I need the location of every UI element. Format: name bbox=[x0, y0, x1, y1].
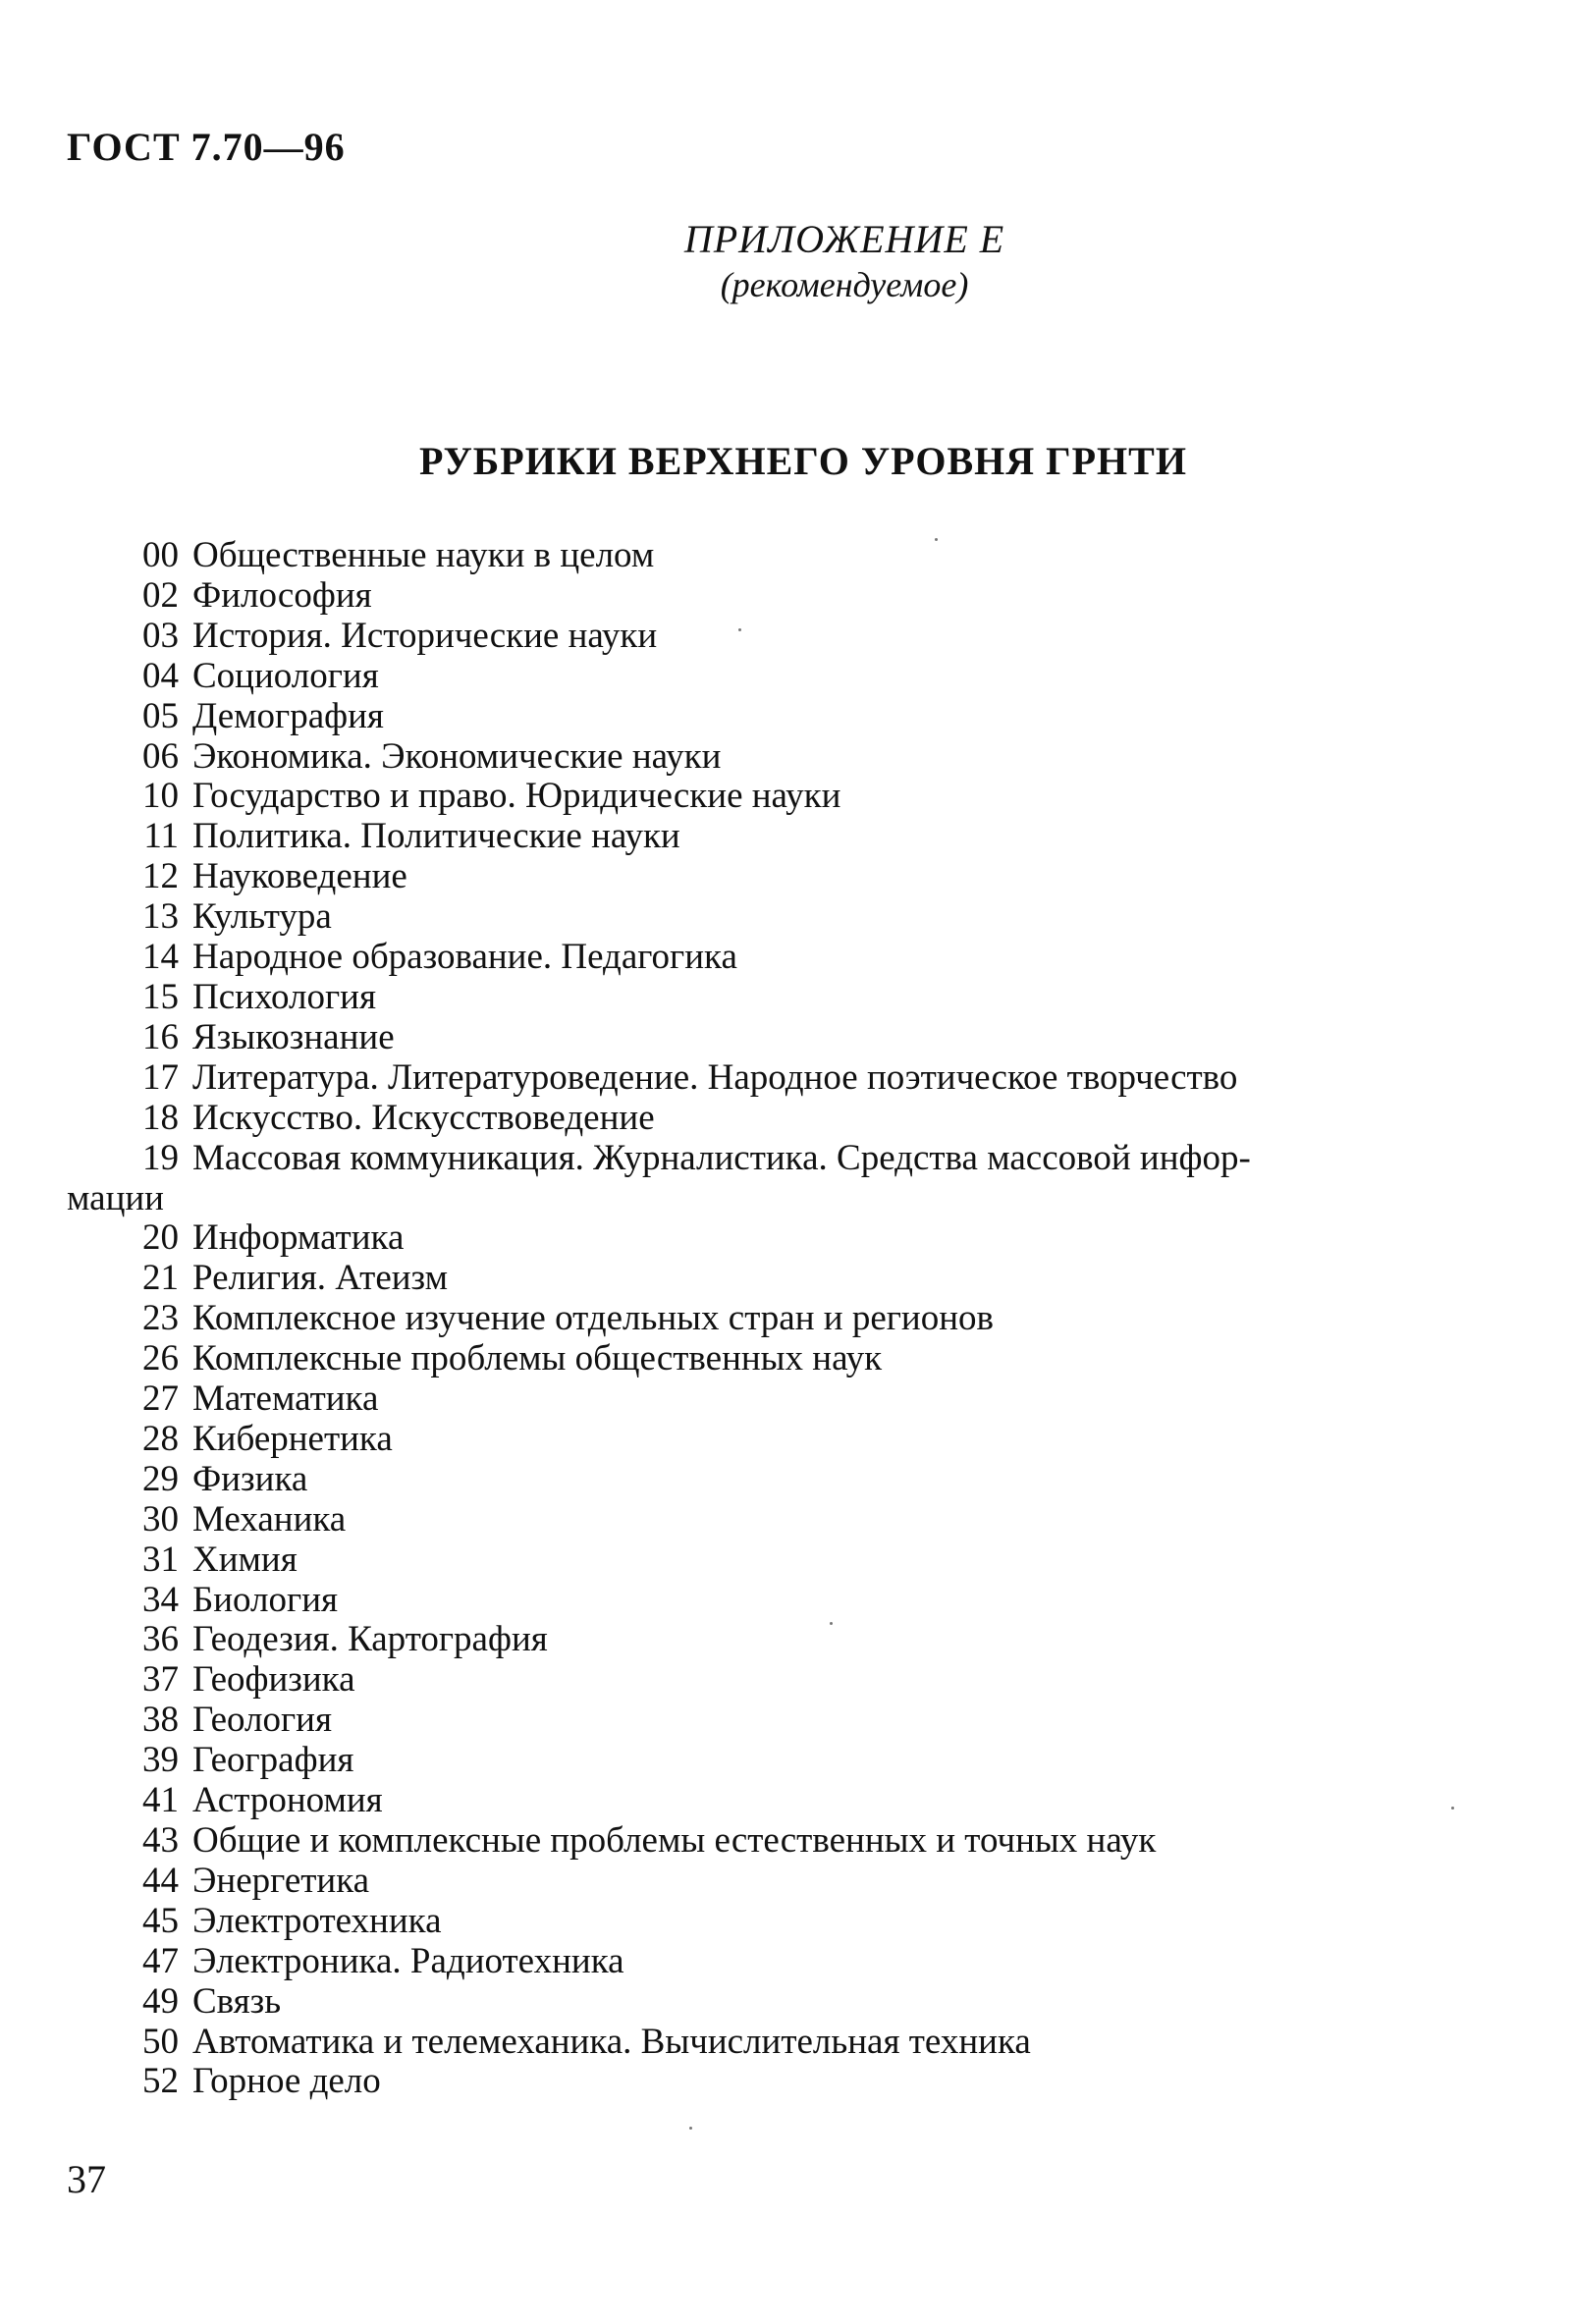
rubric-code: 41 bbox=[142, 1780, 179, 1821]
rubric-code: 13 bbox=[142, 896, 179, 938]
rubric-title: Языкознание bbox=[192, 1016, 395, 1057]
rubric-title: Религия. Атеизм bbox=[192, 1258, 449, 1299]
rubric-item bbox=[0, 1781, 1571, 1821]
rubric-item bbox=[0, 1660, 1571, 1701]
rubric-item bbox=[0, 1942, 1571, 1982]
document-code: ГОСТ 7.70—96 bbox=[67, 125, 346, 169]
rubric-code: 12 bbox=[142, 856, 179, 897]
rubric-item bbox=[0, 1299, 1571, 1339]
rubric-title: Государство и право. Юридические науки bbox=[192, 776, 841, 817]
rubric-item bbox=[0, 697, 1571, 737]
appendix-title: ПРИЛОЖЕНИЕ Е bbox=[683, 217, 1005, 261]
rubric-code: 14 bbox=[142, 937, 179, 978]
rubric-title: Механика bbox=[192, 1498, 347, 1540]
rubric-title: Политика. Политические науки bbox=[192, 816, 680, 857]
rubric-item bbox=[0, 978, 1571, 1018]
rubric-title: Электротехника bbox=[192, 1900, 442, 1941]
rubric-item bbox=[0, 1058, 1571, 1099]
rubric-code: 28 bbox=[142, 1418, 179, 1459]
rubric-title: Демография bbox=[192, 695, 384, 736]
rubric-title: Биология bbox=[192, 1579, 339, 1620]
rubric-code: 11 bbox=[143, 816, 179, 857]
rubric-code: 06 bbox=[142, 735, 179, 777]
rubric-code: 03 bbox=[142, 615, 179, 656]
rubric-title: Геофизика bbox=[192, 1659, 355, 1701]
rubric-item bbox=[0, 617, 1571, 657]
rubric-title: Общие и комплексные проблемы естественных и точных наук bbox=[192, 1820, 1157, 1861]
appendix-note: (рекомендуемое) bbox=[720, 265, 969, 304]
rubric-item bbox=[0, 1339, 1571, 1379]
rubric-code: 21 bbox=[142, 1258, 179, 1299]
rubric-title: Горное дело bbox=[192, 2061, 381, 2102]
rubric-item bbox=[0, 1821, 1571, 1862]
rubric-title: Экономика. Экономические науки bbox=[192, 735, 722, 777]
rubric-code: 17 bbox=[142, 1056, 179, 1098]
rubric-code: 02 bbox=[142, 574, 179, 616]
rubric-title: Психология bbox=[192, 976, 377, 1017]
rubric-item bbox=[0, 1741, 1571, 1781]
rubric-code: 00 bbox=[142, 535, 179, 575]
rubric-item bbox=[0, 938, 1571, 978]
rubric-item bbox=[0, 1902, 1571, 1942]
rubric-title: Геодезия. Картография bbox=[192, 1619, 548, 1660]
rubric-code: 18 bbox=[142, 1097, 179, 1138]
rubric-code: 34 bbox=[142, 1579, 179, 1620]
rubric-item bbox=[0, 1620, 1571, 1660]
rubric-title: Связь bbox=[192, 1980, 282, 2022]
rubric-code: 15 bbox=[142, 976, 179, 1017]
rubric-code: 19 bbox=[142, 1137, 179, 1178]
rubric-title: История. Исторические науки bbox=[192, 615, 658, 656]
rubric-item bbox=[0, 817, 1571, 857]
rubric-title: Геология bbox=[192, 1700, 332, 1741]
rubric-title: Математика bbox=[192, 1378, 379, 1420]
rubric-title: География bbox=[192, 1740, 354, 1781]
section-title: РУБРИКИ ВЕРХНЕГО УРОВНЯ ГРНТИ bbox=[419, 439, 1187, 483]
rubric-list bbox=[0, 536, 1571, 2102]
rubric-item bbox=[0, 1862, 1571, 1902]
rubric-title-continuation: мации bbox=[67, 1177, 164, 1218]
rubric-title: Энергетика bbox=[192, 1860, 370, 1901]
rubric-item bbox=[0, 1420, 1571, 1460]
rubric-code: 44 bbox=[142, 1860, 179, 1901]
rubric-title: Культура bbox=[192, 896, 332, 938]
rubric-item bbox=[0, 1701, 1571, 1741]
rubric-title: Астрономия bbox=[192, 1780, 383, 1821]
rubric-title: Химия bbox=[192, 1539, 298, 1580]
rubric-code: 38 bbox=[142, 1700, 179, 1741]
rubric-title: Искусство. Искусствоведение bbox=[192, 1097, 655, 1138]
rubric-title: Массовая коммуникация. Журналистика. Средства массовой инфор- bbox=[192, 1137, 1251, 1178]
rubric-title: Народное образование. Педагогика bbox=[192, 937, 737, 978]
rubric-title: Литература. Литературоведение. Народное поэтическое творчество bbox=[192, 1056, 1238, 1098]
rubric-code: 05 bbox=[142, 695, 179, 736]
rubric-item bbox=[0, 777, 1571, 817]
appendix-heading bbox=[0, 216, 1571, 305]
rubric-item bbox=[0, 1218, 1571, 1259]
scan-speck bbox=[689, 2127, 692, 2130]
rubric-code: 36 bbox=[142, 1619, 179, 1660]
rubric-item bbox=[0, 2023, 1571, 2063]
rubric-title: Кибернетика bbox=[192, 1418, 393, 1459]
rubric-code: 49 bbox=[142, 1980, 179, 2022]
rubric-code: 29 bbox=[142, 1458, 179, 1499]
rubric-code: 27 bbox=[142, 1378, 179, 1420]
scan-speck bbox=[830, 1622, 833, 1625]
rubric-title: Социология bbox=[192, 655, 379, 696]
rubric-title: Общественные науки в целом bbox=[192, 535, 655, 575]
rubric-code: 52 bbox=[142, 2061, 179, 2102]
scan-speck bbox=[738, 628, 741, 631]
rubric-code: 10 bbox=[142, 776, 179, 817]
rubric-item bbox=[0, 737, 1571, 778]
rubric-code: 23 bbox=[142, 1298, 179, 1339]
rubric-item bbox=[0, 1982, 1571, 2023]
rubric-code: 39 bbox=[142, 1740, 179, 1781]
rubric-item bbox=[0, 576, 1571, 617]
rubric-code: 26 bbox=[142, 1338, 179, 1379]
rubric-item bbox=[0, 1099, 1571, 1139]
scan-speck bbox=[1451, 1807, 1454, 1810]
rubric-code: 50 bbox=[142, 2021, 179, 2062]
rubric-title: Науковедение bbox=[192, 856, 407, 897]
rubric-item bbox=[0, 2062, 1571, 2102]
rubric-code: 31 bbox=[142, 1539, 179, 1580]
rubric-title: Комплексные проблемы общественных наук bbox=[192, 1338, 883, 1379]
rubric-item bbox=[0, 1540, 1571, 1581]
rubric-item bbox=[0, 1018, 1571, 1058]
rubric-item bbox=[0, 1259, 1571, 1299]
rubric-item bbox=[0, 1460, 1571, 1500]
rubric-item bbox=[0, 1581, 1571, 1621]
rubric-code: 04 bbox=[142, 655, 179, 696]
rubric-title: Информатика bbox=[192, 1217, 405, 1259]
page-number: 37 bbox=[67, 2157, 106, 2201]
rubric-code: 43 bbox=[142, 1820, 179, 1861]
rubric-title: Философия bbox=[192, 574, 372, 616]
rubric-item bbox=[0, 536, 1571, 576]
rubric-item bbox=[0, 1500, 1571, 1540]
rubric-code: 30 bbox=[142, 1498, 179, 1540]
rubric-code: 37 bbox=[142, 1659, 179, 1701]
scan-speck bbox=[935, 538, 938, 541]
rubric-code: 45 bbox=[142, 1900, 179, 1941]
rubric-title: Электроника. Радиотехника bbox=[192, 1940, 624, 1981]
rubric-title: Автоматика и телемеханика. Вычислительная техника bbox=[192, 2021, 1031, 2062]
rubric-item bbox=[0, 857, 1571, 897]
rubric-item bbox=[0, 657, 1571, 697]
rubric-item bbox=[0, 897, 1571, 938]
rubric-item bbox=[0, 1379, 1571, 1420]
rubric-item bbox=[0, 1139, 1571, 1219]
rubric-title: Комплексное изучение отдельных стран и регионов bbox=[192, 1298, 995, 1339]
rubric-code: 16 bbox=[142, 1016, 179, 1057]
rubric-title: Физика bbox=[192, 1458, 308, 1499]
rubric-code: 47 bbox=[142, 1940, 179, 1981]
rubric-code: 20 bbox=[142, 1217, 179, 1259]
